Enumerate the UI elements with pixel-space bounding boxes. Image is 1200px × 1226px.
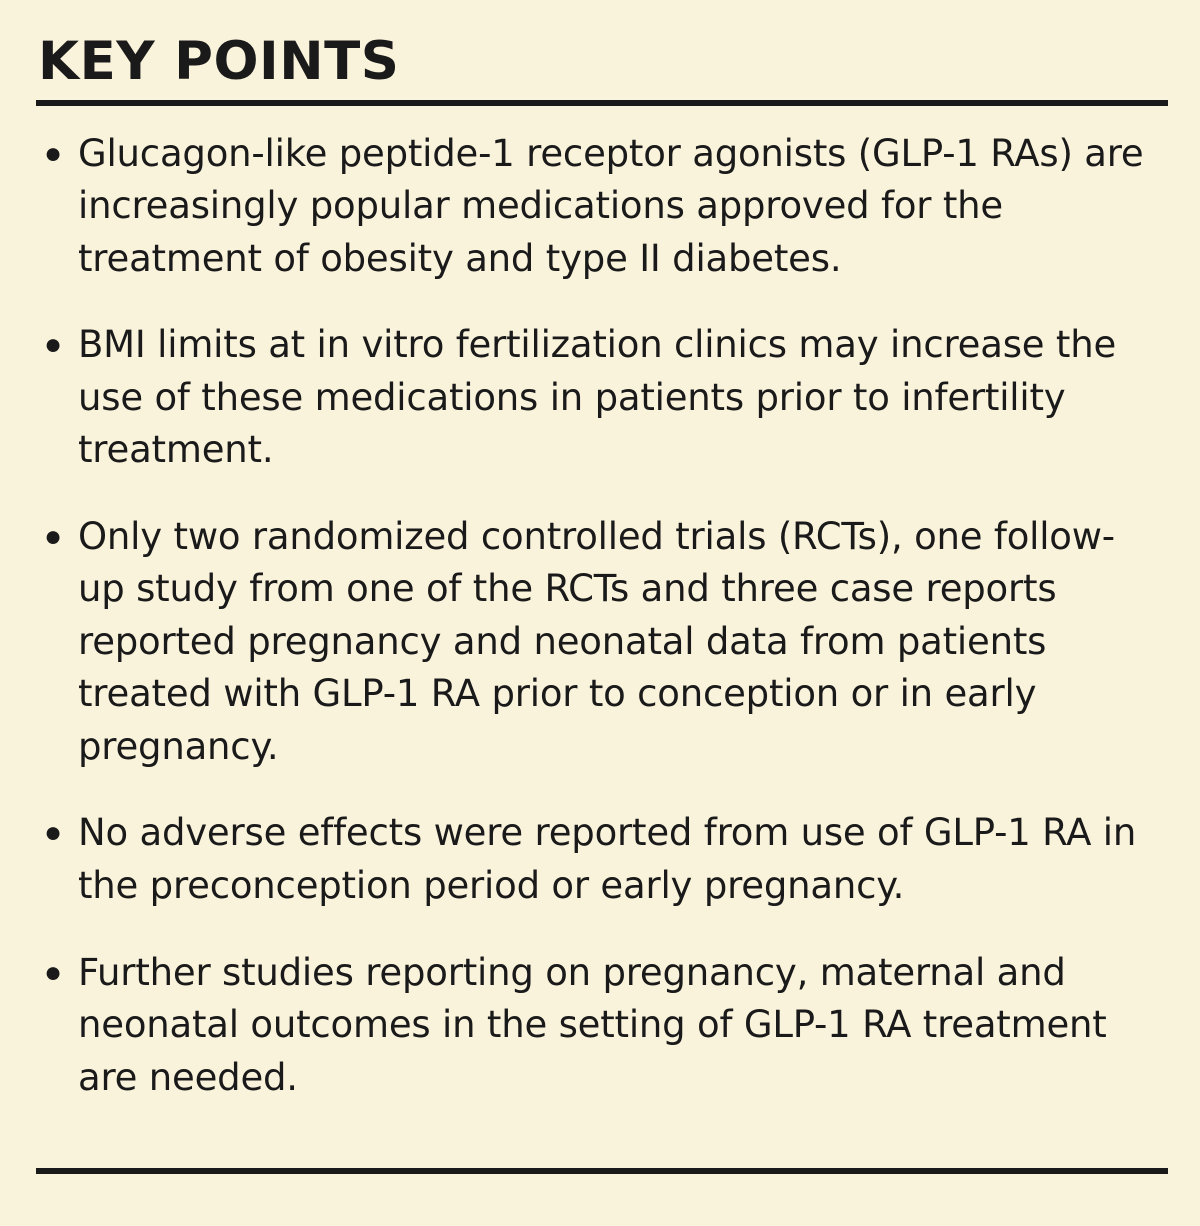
list-item (36, 319, 1168, 477)
key-points-list (36, 106, 1168, 1105)
bullet-icon: ● (44, 136, 63, 170)
list-item (36, 128, 1168, 286)
list-item-text: Only two randomized controlled trials (RCTs), one follow-up study from one of the RCTs and three case reports reported pregnancy and neonatal data from patients treated with GLP-1 RA prior to conception or in early pregnancy. (78, 514, 1115, 768)
bullet-icon: ● (44, 955, 63, 989)
bullet-icon: ● (44, 519, 63, 553)
list-item-text: BMI limits at in vitro fertilization clinics may increase the use of these medications in patients prior to infertility treatment. (78, 323, 1117, 472)
bullet-icon: ● (44, 328, 63, 362)
divider-bottom (36, 1168, 1168, 1174)
list-item (36, 511, 1168, 774)
list-item-text: Further studies reporting on pregnancy, maternal and neonatal outcomes in the setting of GLP-1 RA treatment are needed. (78, 950, 1107, 1099)
list-item (36, 807, 1168, 912)
list-item-text: Glucagon-like peptide-1 receptor agonists (GLP-1 RAs) are increasingly popular medications approved for the treatment of obesity and type II diabetes. (78, 131, 1144, 280)
list-item-text: No adverse effects were reported from use of GLP-1 RA in the preconception period or early pregnancy. (78, 811, 1137, 908)
bullet-icon: ● (44, 816, 63, 850)
list-item (36, 947, 1168, 1105)
page-title: KEY POINTS (38, 31, 400, 92)
